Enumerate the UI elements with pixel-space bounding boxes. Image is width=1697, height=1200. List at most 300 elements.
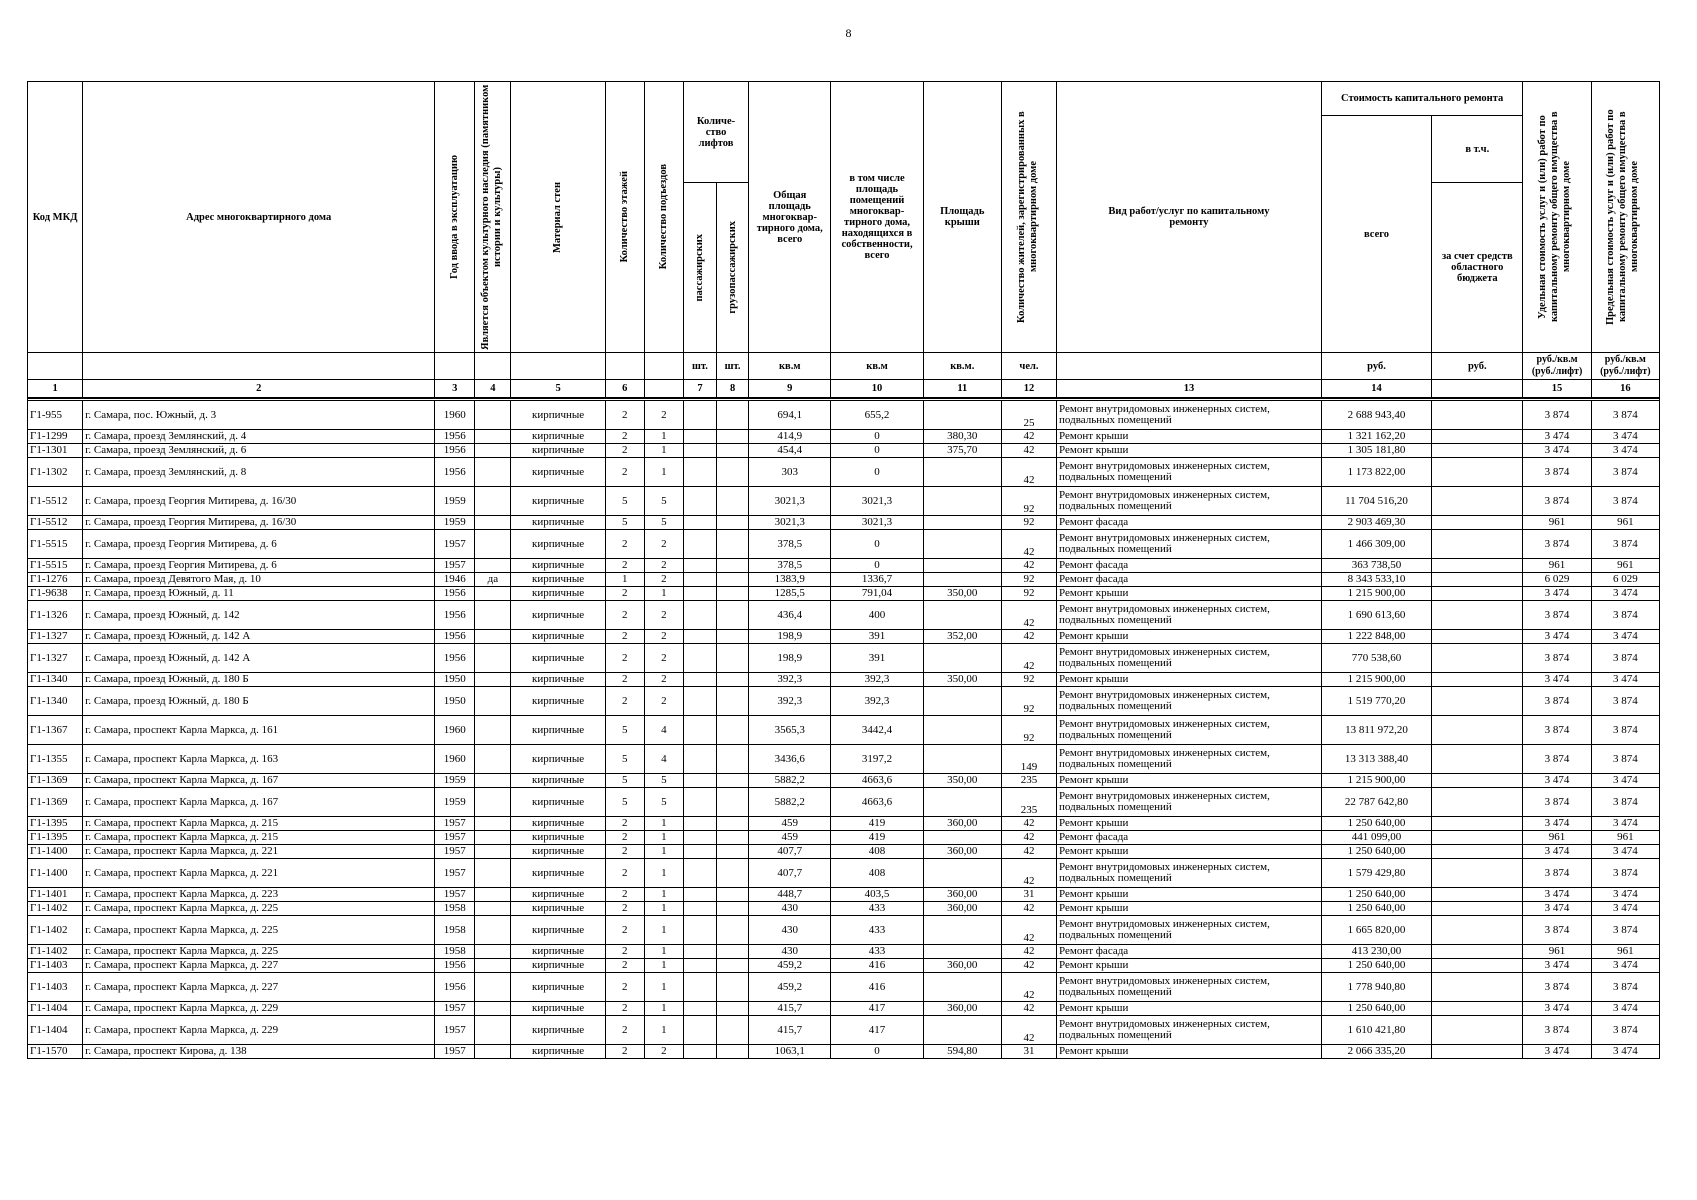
table-row (28, 430, 1660, 444)
cell-roof-area (923, 745, 1001, 774)
cell-floors: 5 (605, 745, 644, 774)
cell-passenger-lifts (683, 774, 716, 788)
cell-work-type: Ремонт внутридомовых инженерных систем, подвальных помещений (1057, 458, 1322, 487)
cell-total-area: 407,7 (749, 859, 831, 888)
cell-total-area: 430 (749, 945, 831, 959)
cell-cost-total: 1 250 640,00 (1321, 1002, 1431, 1016)
table-row (28, 1045, 1660, 1059)
cell-code: Г1-1403 (28, 959, 83, 973)
cell-address: г. Самара, проезд Южный, д. 180 Б (83, 673, 435, 687)
cell-wall-material: кирпичные (511, 644, 605, 673)
cell-cost-total: 413 230,00 (1321, 945, 1431, 959)
cell-unit-cost: 3 474 (1523, 1002, 1591, 1016)
cell-entrances: 2 (644, 644, 683, 673)
cell-regional-budget (1432, 630, 1523, 644)
cell-floors: 2 (605, 973, 644, 1002)
cell-address: г. Самара, проспект Карла Маркса, д. 221 (83, 859, 435, 888)
cell-cost-total: 363 738,50 (1321, 559, 1431, 573)
cell-owned-area: 433 (831, 945, 923, 959)
cell-owned-area: 0 (831, 1045, 923, 1059)
header-max-cost: Предельная стоимость услуг и (или) работ по капитальному ремонту общего имущества в многоквартирном доме (1591, 82, 1659, 353)
cell-cost-total: 1 250 640,00 (1321, 902, 1431, 916)
cell-entrances: 4 (644, 745, 683, 774)
cell-cost-total: 1 466 309,00 (1321, 530, 1431, 559)
cell-entrances: 5 (644, 487, 683, 516)
cell-roof-area (923, 487, 1001, 516)
cell-cost-total: 11 704 516,20 (1321, 487, 1431, 516)
cell-residents: 92 (1001, 587, 1056, 601)
cell-regional-budget (1432, 587, 1523, 601)
cell-code: Г1-1367 (28, 716, 83, 745)
cell-heritage (475, 673, 511, 687)
cell-passenger-lifts (683, 430, 716, 444)
cell-freight-lifts (717, 916, 749, 945)
cell-freight-lifts (717, 487, 749, 516)
table-row (28, 888, 1660, 902)
cell-address: г. Самара, проспект Кирова, д. 138 (83, 1045, 435, 1059)
cell-unit-cost: 3 474 (1523, 774, 1591, 788)
cell-regional-budget (1432, 716, 1523, 745)
cell-owned-area: 0 (831, 559, 923, 573)
cell-owned-area: 408 (831, 859, 923, 888)
table-row (28, 630, 1660, 644)
cell-entrances: 1 (644, 444, 683, 458)
cell-residents: 92 (1001, 573, 1056, 587)
cell-passenger-lifts (683, 745, 716, 774)
cell-unit-cost: 3 874 (1523, 687, 1591, 716)
header-incl: в т.ч. (1432, 116, 1523, 183)
cell-passenger-lifts (683, 559, 716, 573)
cell-roof-area: 375,70 (923, 444, 1001, 458)
cell-year: 1958 (435, 902, 475, 916)
cell-code: Г1-1327 (28, 644, 83, 673)
cell-regional-budget (1432, 1002, 1523, 1016)
cell-entrances: 2 (644, 559, 683, 573)
cell-address: г. Самара, проспект Карла Маркса, д. 227 (83, 959, 435, 973)
cell-residents: 25 (1001, 401, 1056, 430)
cell-max-cost: 3 474 (1591, 1045, 1659, 1059)
cell-owned-area: 419 (831, 817, 923, 831)
cell-residents: 92 (1001, 687, 1056, 716)
cell-passenger-lifts (683, 1002, 716, 1016)
cell-unit-cost: 961 (1523, 516, 1591, 530)
cell-work-type: Ремонт внутридомовых инженерных систем, подвальных помещений (1057, 788, 1322, 817)
table-row (28, 774, 1660, 788)
cell-freight-lifts (717, 516, 749, 530)
cell-owned-area: 392,3 (831, 673, 923, 687)
cell-passenger-lifts (683, 487, 716, 516)
cell-cost-total: 1 250 640,00 (1321, 817, 1431, 831)
cell-max-cost: 3 874 (1591, 458, 1659, 487)
cell-total-area: 392,3 (749, 687, 831, 716)
cell-cost-total: 1 690 613,60 (1321, 601, 1431, 630)
cell-max-cost: 3 474 (1591, 888, 1659, 902)
cell-work-type: Ремонт крыши (1057, 430, 1322, 444)
cell-cost-total: 1 610 421,80 (1321, 1016, 1431, 1045)
cell-passenger-lifts (683, 601, 716, 630)
cell-cost-total: 2 688 943,40 (1321, 401, 1431, 430)
cell-total-area: 415,7 (749, 1002, 831, 1016)
cell-cost-total: 1 250 640,00 (1321, 888, 1431, 902)
cell-max-cost: 3 874 (1591, 973, 1659, 1002)
cell-residents: 92 (1001, 487, 1056, 516)
cell-code: Г1-1327 (28, 630, 83, 644)
cell-unit-cost: 3 474 (1523, 430, 1591, 444)
cell-max-cost: 3 874 (1591, 487, 1659, 516)
cell-wall-material: кирпичные (511, 444, 605, 458)
cell-address: г. Самара, проспект Карла Маркса, д. 225 (83, 902, 435, 916)
table-row (28, 859, 1660, 888)
cell-owned-area: 416 (831, 973, 923, 1002)
cell-floors: 2 (605, 530, 644, 559)
cell-heritage (475, 687, 511, 716)
cell-freight-lifts (717, 401, 749, 430)
cell-roof-area (923, 916, 1001, 945)
cell-regional-budget (1432, 601, 1523, 630)
cell-residents: 235 (1001, 788, 1056, 817)
cell-max-cost: 3 874 (1591, 716, 1659, 745)
cell-entrances: 2 (644, 1045, 683, 1059)
cell-address: г. Самара, проезд Южный, д. 11 (83, 587, 435, 601)
cell-floors: 5 (605, 487, 644, 516)
cell-max-cost: 6 029 (1591, 573, 1659, 587)
cell-roof-area: 360,00 (923, 817, 1001, 831)
cell-freight-lifts (717, 888, 749, 902)
cell-year: 1960 (435, 716, 475, 745)
cell-year: 1958 (435, 916, 475, 945)
header-heritage: Является объектом культурного наследия (памятником истории и культуры) (475, 82, 511, 353)
cell-owned-area: 0 (831, 530, 923, 559)
table-row (28, 716, 1660, 745)
cell-work-type: Ремонт крыши (1057, 587, 1322, 601)
cell-entrances: 1 (644, 888, 683, 902)
table-row (28, 817, 1660, 831)
cell-total-area: 378,5 (749, 559, 831, 573)
cell-freight-lifts (717, 444, 749, 458)
cell-total-area: 303 (749, 458, 831, 487)
cell-unit-cost: 3 874 (1523, 716, 1591, 745)
cell-code: Г1-1340 (28, 687, 83, 716)
cell-floors: 2 (605, 587, 644, 601)
cell-regional-budget (1432, 687, 1523, 716)
cell-passenger-lifts (683, 716, 716, 745)
cell-unit-cost: 3 874 (1523, 859, 1591, 888)
table-row (28, 444, 1660, 458)
cell-address: г. Самара, проспект Карла Маркса, д. 225 (83, 916, 435, 945)
cell-max-cost: 3 474 (1591, 774, 1659, 788)
cell-regional-budget (1432, 559, 1523, 573)
cell-work-type: Ремонт крыши (1057, 959, 1322, 973)
cell-max-cost: 3 874 (1591, 644, 1659, 673)
cell-year: 1956 (435, 973, 475, 1002)
cell-address: г. Самара, проезд Землянский, д. 6 (83, 444, 435, 458)
cell-address: г. Самара, проезд Землянский, д. 4 (83, 430, 435, 444)
cell-floors: 2 (605, 859, 644, 888)
cell-total-area: 459,2 (749, 973, 831, 1002)
cell-roof-area (923, 401, 1001, 430)
column-numbers-row: 1 2 3 4 5 6 7 8 9 10 11 12 13 14 15 16 (28, 380, 1660, 399)
cell-year: 1957 (435, 1016, 475, 1045)
cell-year: 1957 (435, 1002, 475, 1016)
cell-year: 1957 (435, 530, 475, 559)
cell-code: Г1-9638 (28, 587, 83, 601)
cell-owned-area: 3442,4 (831, 716, 923, 745)
cell-cost-total: 1 778 940,80 (1321, 973, 1431, 1002)
cell-passenger-lifts (683, 587, 716, 601)
cell-owned-area: 419 (831, 831, 923, 845)
cell-owned-area: 417 (831, 1002, 923, 1016)
cell-unit-cost: 3 474 (1523, 444, 1591, 458)
cell-heritage (475, 788, 511, 817)
cell-freight-lifts (717, 973, 749, 1002)
cell-residents: 42 (1001, 444, 1056, 458)
cell-total-area: 3021,3 (749, 487, 831, 516)
cell-total-area: 459 (749, 831, 831, 845)
cell-floors: 5 (605, 716, 644, 745)
cell-code: Г1-5515 (28, 559, 83, 573)
cell-heritage (475, 973, 511, 1002)
cell-work-type: Ремонт фасада (1057, 945, 1322, 959)
cell-roof-area (923, 644, 1001, 673)
cell-max-cost: 3 474 (1591, 587, 1659, 601)
cell-passenger-lifts (683, 902, 716, 916)
cell-owned-area: 417 (831, 1016, 923, 1045)
cell-entrances: 1 (644, 973, 683, 1002)
cell-regional-budget (1432, 788, 1523, 817)
header-year: Год ввода в эксплуатацию (435, 82, 475, 353)
cell-total-area: 198,9 (749, 644, 831, 673)
cell-roof-area: 352,00 (923, 630, 1001, 644)
cell-code: Г1-1369 (28, 788, 83, 817)
cell-year: 1956 (435, 444, 475, 458)
cell-roof-area (923, 601, 1001, 630)
cell-regional-budget (1432, 959, 1523, 973)
cell-entrances: 1 (644, 845, 683, 859)
cell-regional-budget (1432, 430, 1523, 444)
cell-wall-material: кирпичные (511, 774, 605, 788)
cell-wall-material: кирпичные (511, 716, 605, 745)
cell-residents: 42 (1001, 945, 1056, 959)
cell-regional-budget (1432, 516, 1523, 530)
cell-wall-material: кирпичные (511, 973, 605, 1002)
cell-unit-cost: 3 874 (1523, 458, 1591, 487)
cell-max-cost: 3 474 (1591, 673, 1659, 687)
header-total-area: Общая площадь многоквар-тирного дома, всего (749, 82, 831, 353)
cell-floors: 2 (605, 1045, 644, 1059)
table-row (28, 1002, 1660, 1016)
cell-max-cost: 961 (1591, 559, 1659, 573)
header-residents: Количество жителей, зарегистрированных в многоквартирном доме (1001, 82, 1056, 353)
cell-owned-area: 433 (831, 902, 923, 916)
cell-work-type: Ремонт крыши (1057, 817, 1322, 831)
header-floors: Количество этажей (605, 82, 644, 353)
cell-year: 1950 (435, 673, 475, 687)
cell-heritage (475, 831, 511, 845)
cell-heritage (475, 959, 511, 973)
cell-year: 1957 (435, 559, 475, 573)
cell-code: Г1-1340 (28, 673, 83, 687)
cell-owned-area: 655,2 (831, 401, 923, 430)
cell-max-cost: 3 874 (1591, 859, 1659, 888)
cell-cost-total: 22 787 642,80 (1321, 788, 1431, 817)
cell-work-type: Ремонт крыши (1057, 774, 1322, 788)
units-row: шт. шт. кв.м кв.м кв.м. чел. руб. руб. руб./кв.м (руб./лифт) руб./кв.м (руб./лифт) (28, 353, 1660, 380)
cell-freight-lifts (717, 1002, 749, 1016)
cell-entrances: 1 (644, 902, 683, 916)
cell-year: 1956 (435, 430, 475, 444)
cell-entrances: 1 (644, 959, 683, 973)
cell-passenger-lifts (683, 644, 716, 673)
cell-total-area: 392,3 (749, 673, 831, 687)
header-wall-material: Материал стен (511, 82, 605, 353)
cell-wall-material: кирпичные (511, 430, 605, 444)
cell-work-type: Ремонт внутридомовых инженерных систем, подвальных помещений (1057, 745, 1322, 774)
cell-wall-material: кирпичные (511, 687, 605, 716)
cell-cost-total: 13 811 972,20 (1321, 716, 1431, 745)
cell-freight-lifts (717, 530, 749, 559)
cell-wall-material: кирпичные (511, 788, 605, 817)
header-entrances: Количество подъездов (644, 82, 683, 353)
cell-wall-material: кирпичные (511, 530, 605, 559)
cell-total-area: 3565,3 (749, 716, 831, 745)
cell-cost-total: 1 321 162,20 (1321, 430, 1431, 444)
cell-wall-material: кирпичные (511, 1002, 605, 1016)
cell-wall-material: кирпичные (511, 601, 605, 630)
cell-owned-area: 416 (831, 959, 923, 973)
cell-regional-budget (1432, 902, 1523, 916)
cell-code: Г1-5515 (28, 530, 83, 559)
cell-passenger-lifts (683, 687, 716, 716)
cell-heritage (475, 444, 511, 458)
cell-wall-material: кирпичные (511, 630, 605, 644)
cell-regional-budget (1432, 673, 1523, 687)
cell-residents: 42 (1001, 644, 1056, 673)
cell-owned-area: 403,5 (831, 888, 923, 902)
cell-code: Г1-1400 (28, 845, 83, 859)
cell-code: Г1-1402 (28, 916, 83, 945)
cell-floors: 2 (605, 444, 644, 458)
cell-total-area: 3436,6 (749, 745, 831, 774)
cell-regional-budget (1432, 845, 1523, 859)
cell-roof-area (923, 788, 1001, 817)
cell-wall-material: кирпичные (511, 1016, 605, 1045)
cell-regional-budget (1432, 888, 1523, 902)
cell-regional-budget (1432, 644, 1523, 673)
cell-unit-cost: 3 474 (1523, 587, 1591, 601)
cell-roof-area: 360,00 (923, 902, 1001, 916)
cell-address: г. Самара, проезд Георгия Митирева, д. 16/30 (83, 516, 435, 530)
cell-max-cost: 3 874 (1591, 687, 1659, 716)
cell-floors: 2 (605, 888, 644, 902)
cell-year: 1956 (435, 959, 475, 973)
cell-cost-total: 2 903 469,30 (1321, 516, 1431, 530)
cell-floors: 2 (605, 1016, 644, 1045)
cell-unit-cost: 3 874 (1523, 1016, 1591, 1045)
cell-unit-cost: 3 474 (1523, 959, 1591, 973)
cell-heritage (475, 530, 511, 559)
cell-max-cost: 3 474 (1591, 1002, 1659, 1016)
cell-total-area: 454,4 (749, 444, 831, 458)
cell-floors: 2 (605, 959, 644, 973)
cell-floors: 2 (605, 401, 644, 430)
cell-entrances: 1 (644, 945, 683, 959)
cell-residents: 42 (1001, 959, 1056, 973)
cell-wall-material: кирпичные (511, 845, 605, 859)
cell-unit-cost: 3 874 (1523, 973, 1591, 1002)
cell-heritage (475, 559, 511, 573)
cell-freight-lifts (717, 1045, 749, 1059)
cell-heritage (475, 945, 511, 959)
cell-cost-total: 1 665 820,00 (1321, 916, 1431, 945)
cell-unit-cost: 3 874 (1523, 916, 1591, 945)
cell-max-cost: 3 474 (1591, 902, 1659, 916)
cell-floors: 2 (605, 902, 644, 916)
cell-residents: 235 (1001, 774, 1056, 788)
cell-cost-total: 1 222 848,00 (1321, 630, 1431, 644)
header-lifts: Количе-ство лифтов (683, 82, 748, 183)
cell-code: Г1-1400 (28, 859, 83, 888)
cell-address: г. Самара, проспект Карла Маркса, д. 215 (83, 817, 435, 831)
cell-year: 1959 (435, 487, 475, 516)
cell-entrances: 1 (644, 831, 683, 845)
cell-freight-lifts (717, 644, 749, 673)
cell-total-area: 459,2 (749, 959, 831, 973)
cell-work-type: Ремонт крыши (1057, 444, 1322, 458)
cell-cost-total: 1 215 900,00 (1321, 587, 1431, 601)
cell-address: г. Самара, проспект Карла Маркса, д. 221 (83, 845, 435, 859)
cell-year: 1959 (435, 774, 475, 788)
cell-year: 1956 (435, 587, 475, 601)
cell-entrances: 1 (644, 859, 683, 888)
cell-code: Г1-955 (28, 401, 83, 430)
cell-owned-area: 3021,3 (831, 487, 923, 516)
cell-owned-area: 791,04 (831, 587, 923, 601)
cell-entrances: 4 (644, 716, 683, 745)
cell-owned-area: 0 (831, 444, 923, 458)
cell-freight-lifts (717, 945, 749, 959)
cell-unit-cost: 3 874 (1523, 487, 1591, 516)
cell-cost-total: 441 099,00 (1321, 831, 1431, 845)
cell-freight-lifts (717, 716, 749, 745)
table-row (28, 973, 1660, 1002)
cell-heritage (475, 430, 511, 444)
cell-unit-cost: 3 474 (1523, 1045, 1591, 1059)
cell-floors: 2 (605, 817, 644, 831)
header-roof-area: Площадь крыши (923, 82, 1001, 353)
cell-address: г. Самара, проспект Карла Маркса, д. 161 (83, 716, 435, 745)
cell-unit-cost: 961 (1523, 945, 1591, 959)
table-row (28, 902, 1660, 916)
cell-total-area: 430 (749, 902, 831, 916)
cell-wall-material: кирпичные (511, 817, 605, 831)
cell-freight-lifts (717, 1016, 749, 1045)
table-row (28, 687, 1660, 716)
cell-unit-cost: 3 874 (1523, 530, 1591, 559)
table-row (28, 573, 1660, 587)
cell-wall-material: кирпичные (511, 487, 605, 516)
cell-roof-area (923, 530, 1001, 559)
cell-cost-total: 1 250 640,00 (1321, 845, 1431, 859)
cell-wall-material: кирпичные (511, 916, 605, 945)
cell-cost-total: 1 519 770,20 (1321, 687, 1431, 716)
cell-regional-budget (1432, 916, 1523, 945)
cell-year: 1957 (435, 859, 475, 888)
cell-heritage (475, 774, 511, 788)
cell-freight-lifts (717, 817, 749, 831)
header-freight-lifts: грузопассажирских (717, 183, 749, 353)
cell-max-cost: 3 874 (1591, 530, 1659, 559)
cell-freight-lifts (717, 902, 749, 916)
